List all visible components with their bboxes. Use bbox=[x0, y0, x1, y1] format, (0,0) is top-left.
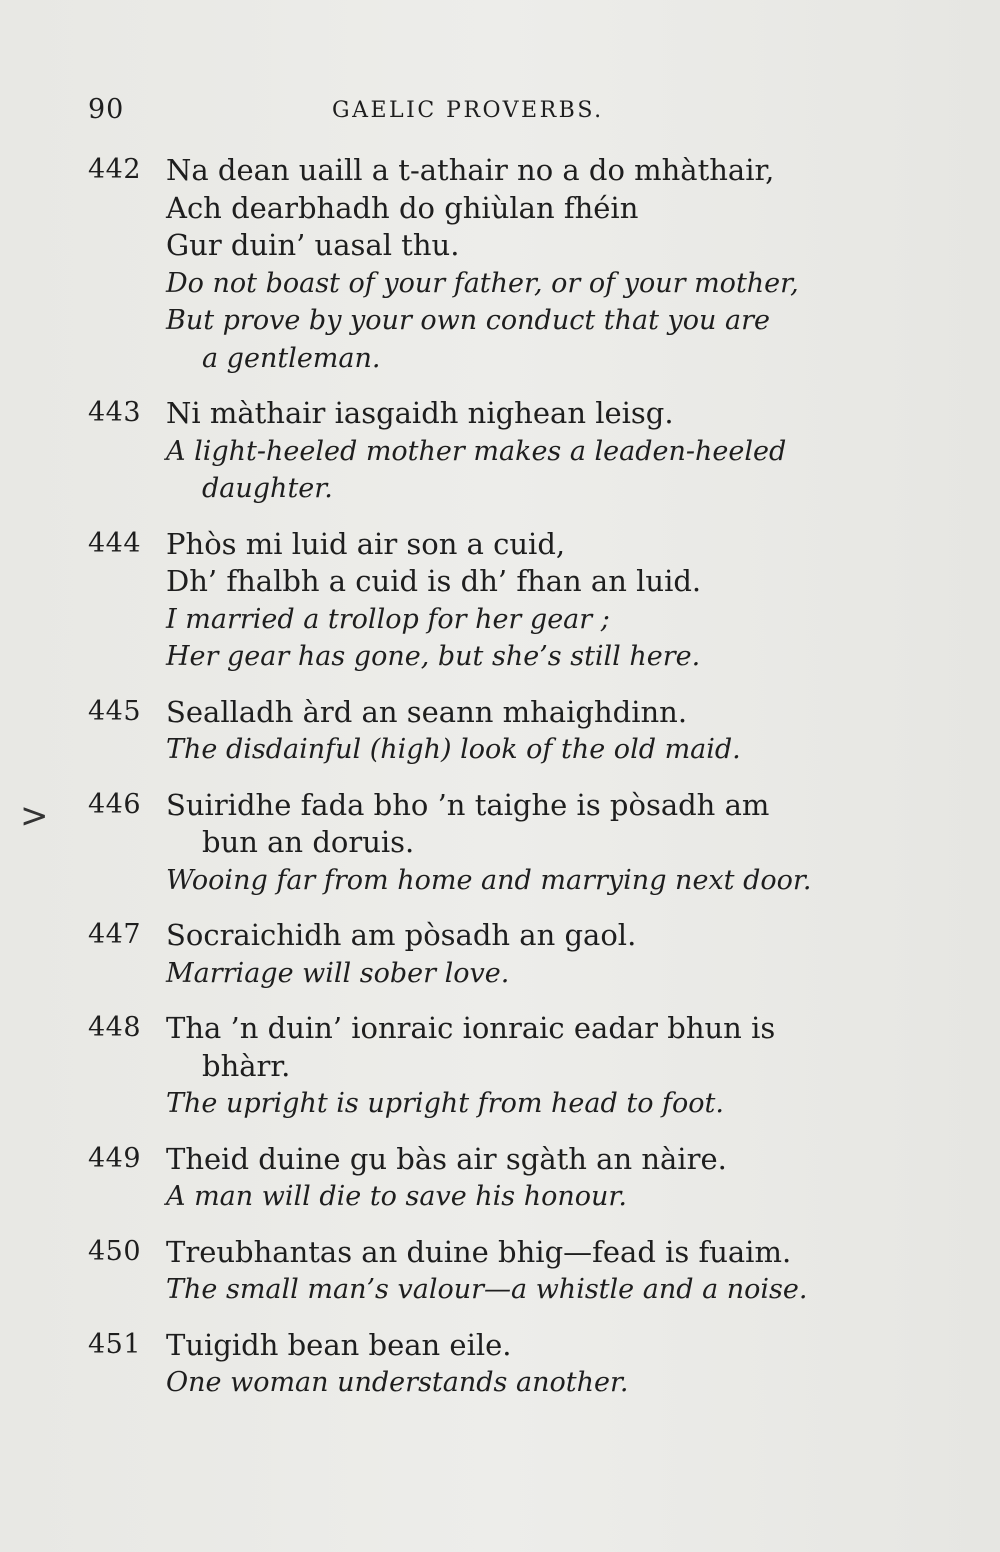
proverb-translation-line: The disdainful (high) look of the old maid. bbox=[166, 734, 741, 765]
proverb-number: 448 bbox=[88, 1012, 142, 1043]
proverb-translation-line: A man will die to save his honour. bbox=[166, 1181, 627, 1212]
proverb-translation-line: A light-heeled mother makes a leaden-heeled bbox=[166, 435, 787, 467]
proverb-translation-line: Marriage will sober love. bbox=[166, 957, 510, 989]
proverb-translation-line: The upright is upright from head to foot. bbox=[166, 1088, 724, 1119]
running-head: GAELIC PROVERBS. bbox=[332, 98, 604, 123]
proverb-translation-line: Her gear has gone, but she’s still here. bbox=[166, 641, 701, 672]
proverb-gaelic-line: Theid duine gu bàs air sgàth an nàire. bbox=[166, 1141, 727, 1176]
proverb-translation-line: But prove by your own conduct that you are bbox=[166, 305, 770, 336]
proverb-entry bbox=[88, 787, 898, 900]
proverb-gaelic-line: Tuigidh bean bean eile. bbox=[166, 1327, 512, 1362]
proverb-number: 443 bbox=[88, 397, 142, 428]
proverb-number: 451 bbox=[88, 1328, 142, 1360]
proverb-translation-line: Do not boast of your father, or of your mother, bbox=[166, 267, 799, 299]
proverb-number: 442 bbox=[88, 154, 142, 185]
proverb-entry bbox=[88, 1327, 898, 1402]
proverb-entry bbox=[88, 917, 898, 992]
proverb-entry bbox=[88, 395, 898, 508]
proverb-entry bbox=[88, 526, 898, 676]
proverb-gaelic-line: Ni màthair iasgaidh nighean leisg. bbox=[166, 396, 674, 430]
proverb-translation-line: One woman understands another. bbox=[166, 1367, 629, 1398]
margin-mark-icon: > bbox=[20, 796, 49, 836]
proverb-gaelic-line: bhàrr. bbox=[202, 1048, 291, 1083]
proverb-number: 447 bbox=[88, 919, 142, 950]
proverb-gaelic-line: Phòs mi luid air son a cuid, bbox=[166, 526, 566, 561]
proverb-entry bbox=[88, 1141, 898, 1216]
proverb-translation-line: Wooing far from home and marrying next door. bbox=[166, 864, 812, 896]
proverb-entry bbox=[88, 694, 898, 769]
proverb-number: 444 bbox=[88, 527, 142, 559]
proverb-entry bbox=[88, 1234, 898, 1309]
proverb-gaelic-line: Suiridhe fada bho ’n taighe is pòsadh am bbox=[166, 787, 770, 822]
proverb-gaelic-line: Tha ’n duin’ ionraic ionraic eadar bhun is bbox=[166, 1011, 776, 1045]
proverb-gaelic-line: bun an doruis. bbox=[202, 825, 415, 859]
proverb-gaelic-line: Gur duin’ uasal thu. bbox=[166, 228, 460, 262]
proverb-translation-line: a gentleman. bbox=[202, 342, 381, 374]
proverb-gaelic-line: Na dean uaill a t-athair no a do mhàthair, bbox=[166, 153, 775, 187]
proverb-number: 445 bbox=[88, 695, 142, 727]
proverb-translation-line: I married a trollop for her gear ; bbox=[166, 603, 610, 635]
proverb-number: 449 bbox=[88, 1142, 142, 1174]
proverb-translation-line: daughter. bbox=[202, 473, 333, 504]
proverb-number: 450 bbox=[88, 1235, 142, 1267]
proverb-gaelic-line: Ach dearbhadh do ghiùlan fhéin bbox=[166, 190, 639, 225]
proverb-gaelic-line: Treubhantas an duine bhig—fead is fuaim. bbox=[166, 1234, 792, 1269]
page-number: 90 bbox=[88, 94, 125, 125]
proverb-list bbox=[88, 152, 898, 1420]
proverb-gaelic-line: Socraichidh am pòsadh an gaol. bbox=[166, 918, 637, 952]
proverb-gaelic-line: Dh’ fhalbh a cuid is dh’ fhan an luid. bbox=[166, 564, 702, 598]
proverb-number: 446 bbox=[88, 788, 142, 820]
proverb-gaelic-line: Sealladh àrd an seann mhaighdinn. bbox=[166, 694, 688, 729]
proverb-entry bbox=[88, 152, 898, 377]
proverb-entry bbox=[88, 1010, 898, 1123]
proverb-translation-line: The small man’s valour—a whistle and a noise. bbox=[166, 1274, 808, 1305]
